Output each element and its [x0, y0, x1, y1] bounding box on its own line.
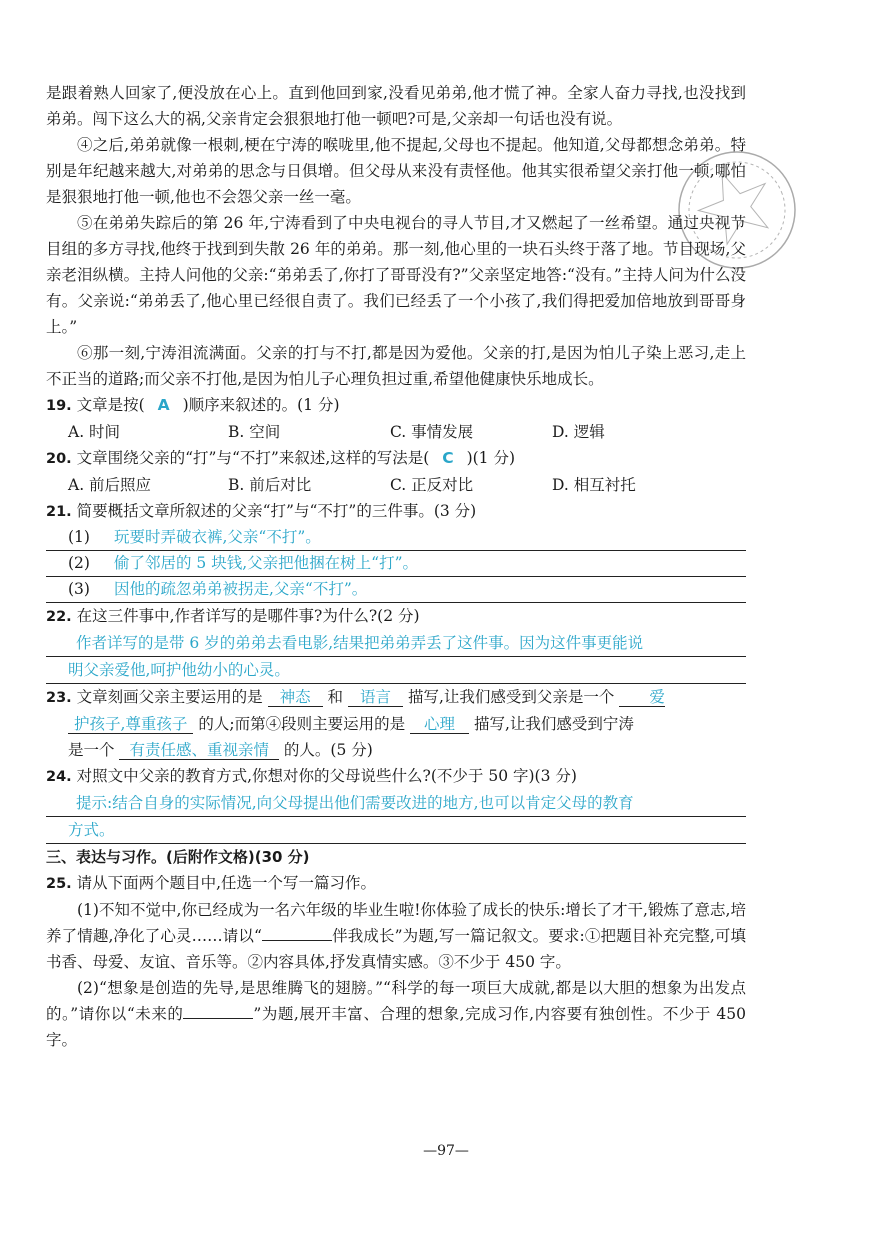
option-d: D. 相互衬托 — [552, 476, 636, 494]
essay-title-blank-1[interactable] — [262, 924, 332, 941]
option-c: C. 事情发展 — [390, 423, 474, 441]
section-heading: 三、表达与习作。(后附作文格)(30 分) — [46, 848, 310, 866]
question-text-part: 文章刻画父亲主要运用的是 — [76, 688, 263, 706]
question-number: 25. — [46, 876, 72, 892]
passage-paragraph-5: ⑤在弟弟失踪后的第 26 年,宁涛看到了中央电视台的寻人节目,才又燃起了一丝希望。通过央视节目组的多方寻找,他终于找到到失散 26 年的弟弟。那一刻,他心里的一块石头终于落了地。节目现场,父亲老泪纵横。主持人问他的父亲:“弟弟丢了,你打了哥哥没有?”父亲坚定地答:“没有。”主持人问为什么没有。父亲说:“弟弟丢了,他心里已经很自责了。我们已经丢了一个小孩了,我们得把爱加倍地放到哥哥身上。” — [46, 214, 746, 336]
option-a: A. 时间 — [68, 423, 121, 441]
question-number: 20. — [46, 451, 72, 467]
question-20 — [46, 445, 746, 472]
question-number: 22. — [46, 609, 72, 625]
answer-text: 因他的疏忽弟弟被拐走,父亲“不打”。 — [114, 580, 368, 598]
question-text: 请从下面两个题目中,任选一个写一篇习作。 — [76, 874, 377, 892]
option-a: A. 前后照应 — [68, 476, 152, 494]
question-23 — [46, 684, 746, 711]
option-b: B. 前后对比 — [228, 476, 312, 494]
question-number: 24. — [46, 769, 72, 785]
answer-choice: C — [442, 449, 454, 467]
question-number: 23. — [46, 690, 72, 706]
answer-blank-3b: 护孩子,尊重孩子 — [68, 715, 193, 734]
question-19-options — [46, 419, 746, 445]
answer-text: 玩要时弄破衣裤,父亲“不打”。 — [114, 528, 321, 546]
question-text-part: 描写,让我们感受到父亲是一个 — [407, 688, 615, 706]
item-label: (1) — [68, 528, 90, 546]
question-21-item-2 — [46, 551, 746, 577]
question-text: 在这三件事中,作者详写的是哪件事?为什么?(2 分) — [76, 607, 420, 625]
essay-option-1 — [46, 897, 746, 975]
answer-text: 偷了邻居的 5 块钱,父亲把他捆在树上“打”。 — [114, 554, 418, 572]
question-text-part: 的人。(5 分) — [283, 741, 373, 759]
question-number: 19. — [46, 398, 72, 414]
question-23-line-2 — [46, 711, 746, 737]
question-21-item-3 — [46, 577, 746, 603]
answer-blank-2: 语言 — [348, 688, 403, 707]
option-c: C. 正反对比 — [390, 476, 474, 494]
question-24-answer-line-1: 提示:结合自身的实际情况,向父母提出他们需要改进的地方,也可以肯定父母的教育 — [46, 790, 746, 817]
answer-choice: A — [157, 396, 170, 414]
question-24-answer-line-2: 方式。 — [46, 817, 746, 844]
question-text-post: )顺序来叙述的。(1 分) — [182, 396, 340, 414]
question-text-pre: 文章围绕父亲的“打”与“不打”来叙述,这样的写法是( — [76, 449, 430, 467]
item-label: (3) — [68, 580, 90, 598]
question-22-answer-line-1: 作者详写的是带 6 岁的弟弟去看电影,结果把弟弟弄丢了这件事。因为这件事更能说 — [46, 630, 746, 657]
essay-option-2-part-a: (2)“想象是创造的先导,是思维腾飞的翅膀。”“科学的每一项巨大成就,都是以大胆的想象为出发点的。”请你以“未来的 — [46, 979, 746, 1023]
question-23-line-3 — [46, 737, 746, 763]
essay-title-blank-2[interactable] — [183, 1002, 253, 1019]
question-24 — [46, 763, 746, 790]
question-22-answer-line-2: 明父亲爱他,呵护他幼小的心灵。 — [46, 657, 746, 684]
question-text-post: )(1 分) — [466, 449, 516, 467]
essay-option-2 — [46, 975, 746, 1053]
page-number: —97— — [423, 1143, 469, 1159]
question-25 — [46, 870, 746, 897]
essay-option-1-part-a: (1)不知不觉中,你已经成为一名六年级的毕业生啦!你体验了成长的快乐:增长了才干,锻炼了意志,培养了情趣,净化了心灵……请以“ — [46, 901, 746, 945]
passage-paragraph-4: ④之后,弟弟就像一根刺,梗在宁涛的喉咙里,他不提起,父母也不提起。他知道,父母都想念弟弟。特别是年纪越来越大,对弟弟的思念与日俱增。但父母从来没有责怪他。他其实很希望父亲打他一顿,哪怕是狠狠地打他一顿,他也不会怨父亲一丝一毫。 — [46, 136, 746, 206]
answer-blank-4: 心理 — [410, 715, 469, 734]
question-20-options — [46, 472, 746, 498]
question-19 — [46, 392, 746, 419]
item-label: (2) — [68, 554, 90, 572]
question-text-part: 的人;而第④段则主要运用的是 — [198, 715, 406, 733]
question-21 — [46, 498, 746, 525]
content — [46, 80, 746, 1053]
essay-option-1-part-b: 伴我成长”为题,写一篇记叙文。要求:①把题目补充完整,可填书香、母爱、友谊、音乐等。②内容具体,抒发真情实感。③不少于 450 字。 — [46, 927, 746, 971]
passage-paragraph-6: ⑥那一刻,宁涛泪流满面。父亲的打与不打,都是因为爱他。父亲的打,是因为怕儿子染上恶习,走上不正当的道路;而父亲不打他,是因为怕儿子心理负担过重,希望他健康快乐地成长。 — [46, 344, 746, 388]
question-22 — [46, 603, 746, 630]
question-21-item-1 — [46, 525, 746, 551]
passage-paragraph-3-cont: 是跟着熟人回家了,便没放在心上。直到他回到家,没看见弟弟,他才慌了神。全家人奋力寻找,也没找到弟弟。闯下这么大的祸,父亲肯定会狠狠地打他一顿吧?可是,父亲却一句话也没有说。 — [46, 84, 746, 128]
question-text-pre: 文章是按( — [76, 396, 145, 414]
question-text: 简要概括文章所叙述的父亲“打”与“不打”的三件事。(3 分) — [76, 502, 477, 520]
answer-blank-1: 神态 — [268, 688, 323, 707]
essay-option-2-part-b: ”为题,展开丰富、合理的想象,完成习作,内容要有独创性。不少于 450 字。 — [46, 1005, 746, 1049]
question-text-part: 是一个 — [68, 741, 115, 759]
answer-blank-5: 有责任感、重视亲情 — [119, 741, 279, 760]
question-number: 21. — [46, 504, 72, 520]
question-text-part: 和 — [327, 688, 344, 706]
answer-blank-3a: 爱 — [619, 688, 665, 707]
option-b: B. 空间 — [228, 423, 281, 441]
question-text: 对照文中父亲的教育方式,你想对你的父母说些什么?(不少于 50 字)(3 分) — [76, 767, 577, 785]
option-d: D. 逻辑 — [552, 423, 605, 441]
question-text-part: 描写,让我们感受到宁涛 — [474, 715, 634, 733]
